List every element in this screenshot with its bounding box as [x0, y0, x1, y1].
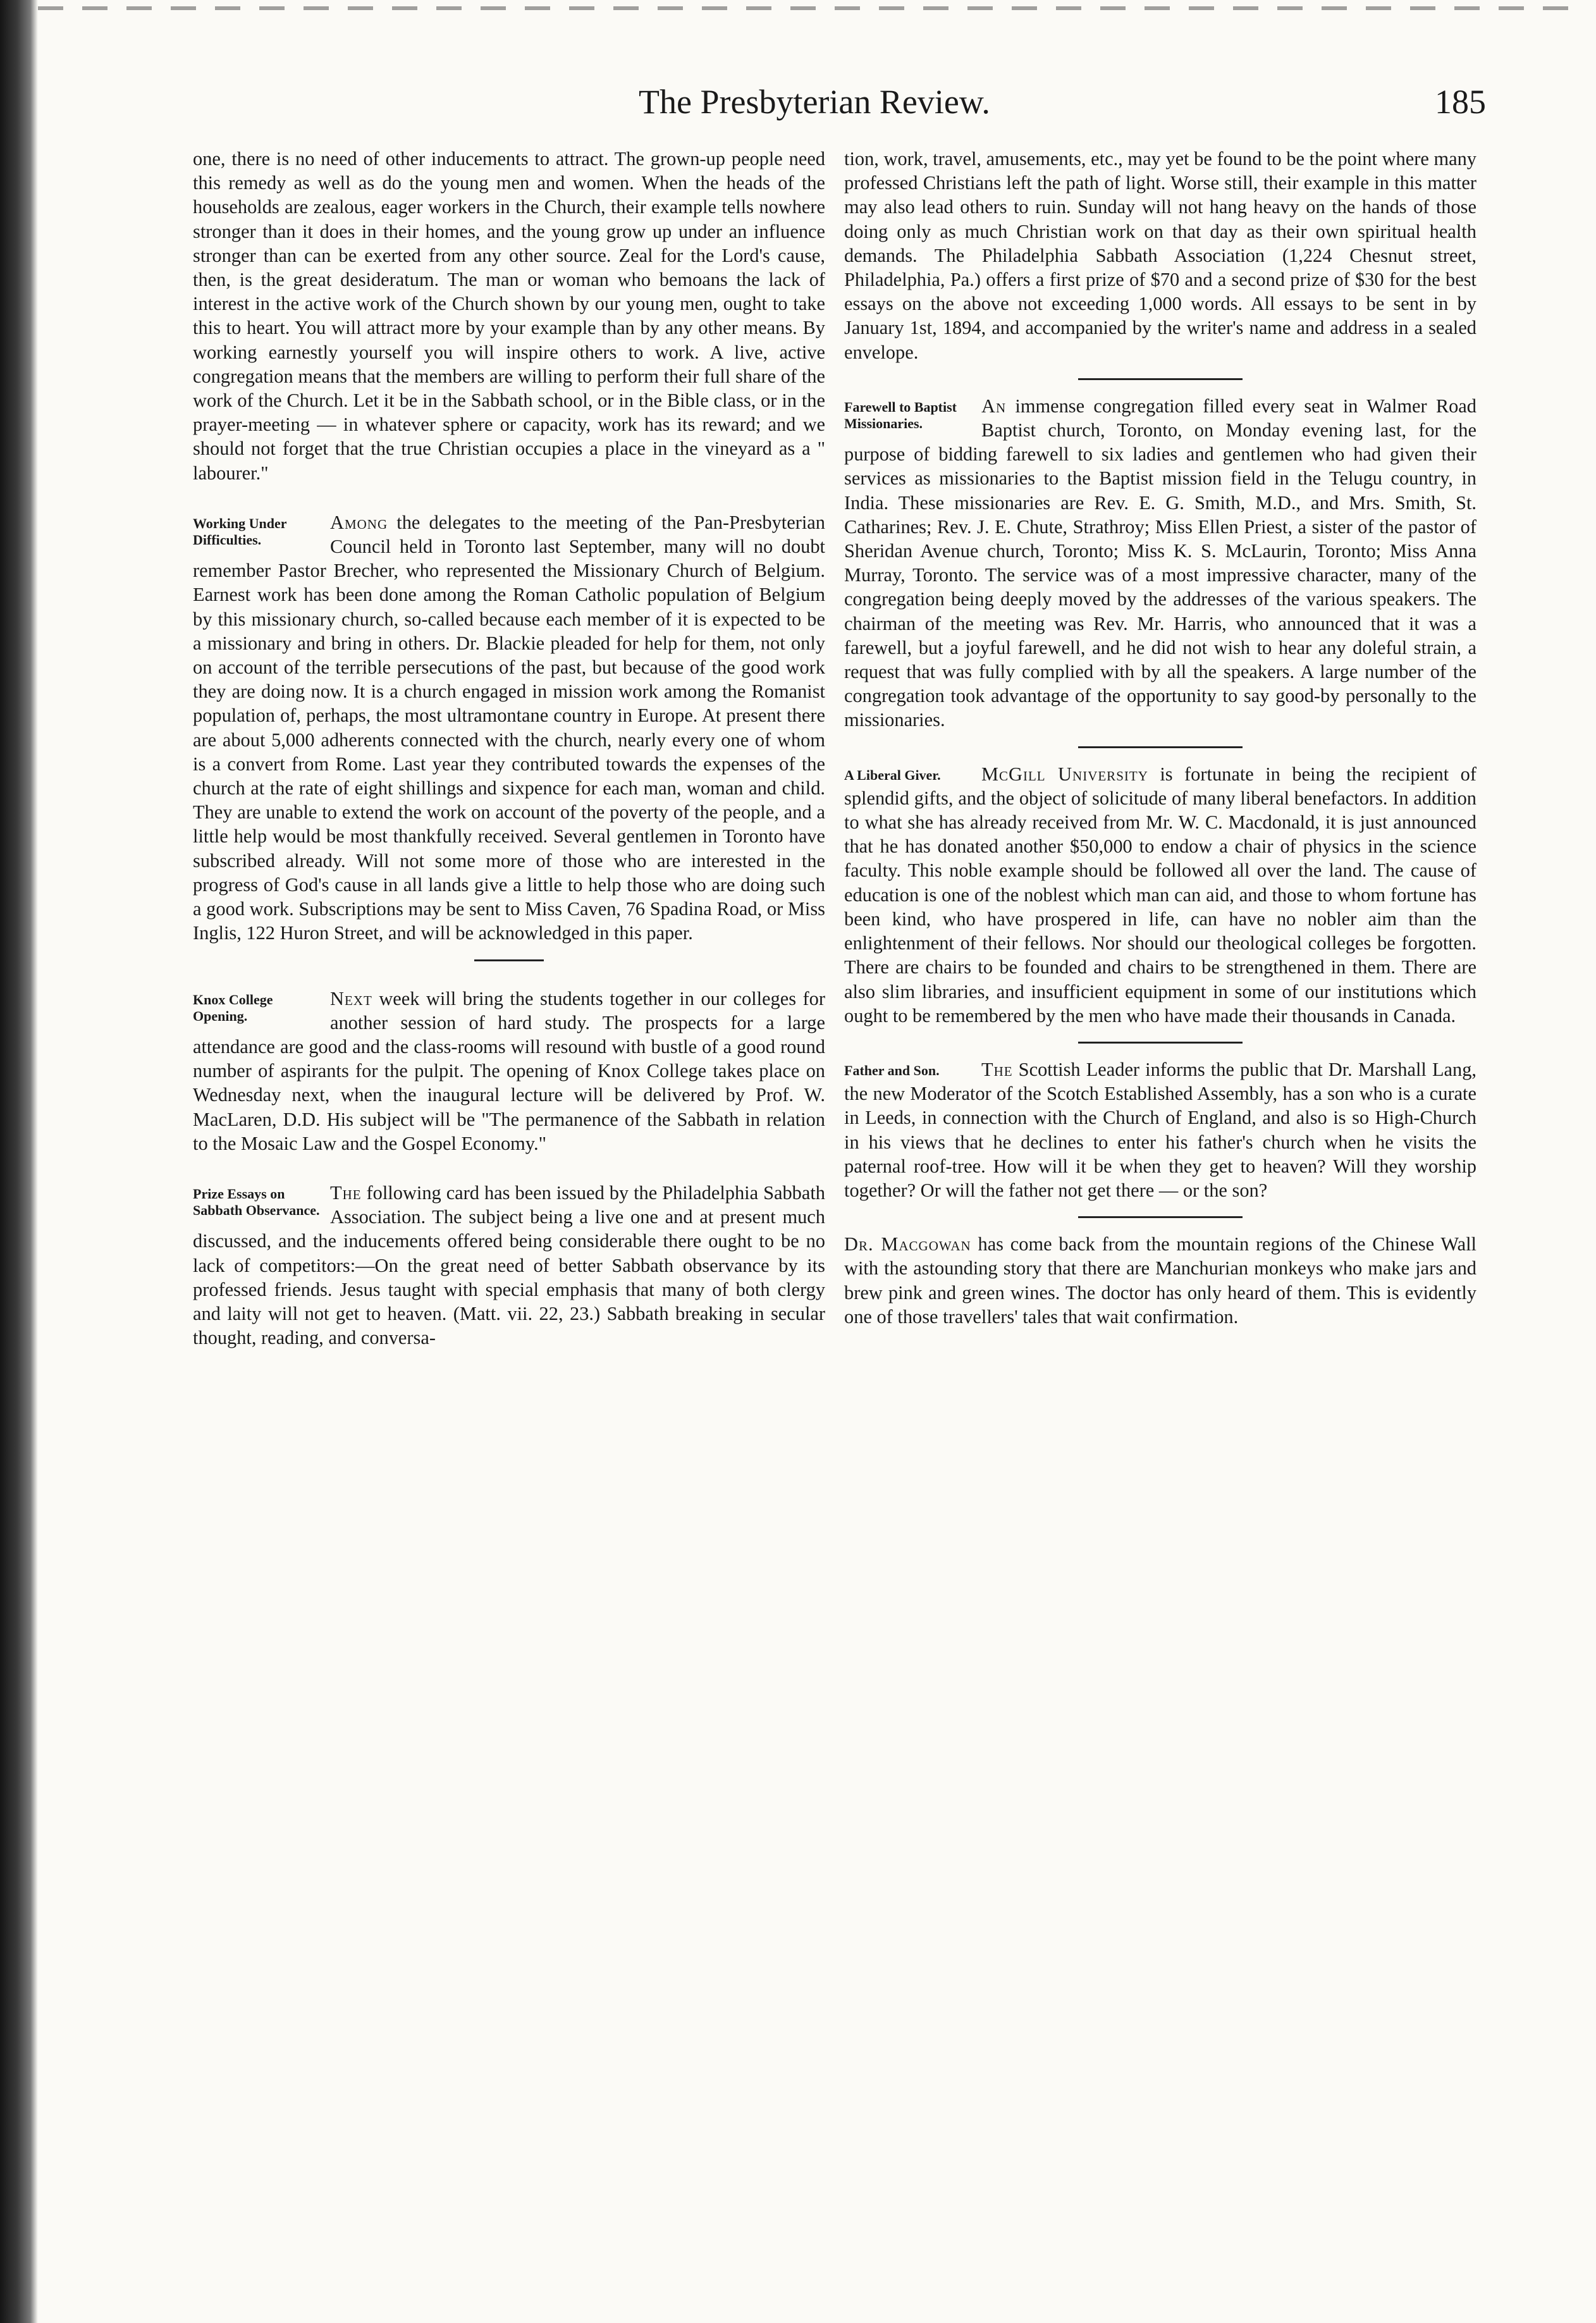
article-body — [193, 510, 825, 946]
lead-word: The — [981, 1058, 1013, 1080]
lead-word: Next — [330, 987, 372, 1009]
article-body — [844, 762, 1476, 1028]
article-text: has come back from the mountain regions of the Chinese Wall with the astounding story that there are Manchurian monkeys who make jars and brew pink and green wines. The doctor has only heard of them. This is evidently one of those travellers' tales that wait confirmation. — [844, 1233, 1476, 1328]
page-binding-edge — [0, 0, 38, 2323]
page-header — [639, 82, 1486, 133]
lead-word: An — [981, 395, 1007, 417]
article-farewell-missionaries — [844, 394, 1476, 732]
article-working-under-difficulties — [193, 510, 825, 946]
lead-word: The — [330, 1181, 362, 1204]
article-text: Scottish Leader informs the public that Dr. Marshall Lang, the new Moderator of the Scotch Established Assembly, has a son who is a curate in Leeds, in connection with the Church of England, and also is so High-Church in his views that he declines to enter his father's church when he visits the paternal roof-tree. How will it be when they get to heaven? Will they worship together? Or will the father not get there — or the son? — [844, 1058, 1476, 1201]
right-column — [844, 147, 1476, 2202]
lead-word: Among — [330, 511, 388, 533]
lead-word: Dr. Macgowan — [844, 1233, 971, 1255]
side-heading: Knox College Opening. — [193, 991, 273, 1024]
article-father-and-son — [844, 1057, 1476, 1202]
article-text: following card has been issued by the Philadelphia Sabbath Association. The subject being a live one and at present much discussed, and the inducements offered being considerable there ought to be no lack of competitors:—On the great need of better Sabbath observance by its professed friends. Jesus taught with special emphasis that many of both clergy and laity will not get to heaven. (Matt. vii. 22, 23.) Sabbath breaking in secular thought, reading, and conversa- — [193, 1181, 825, 1349]
top-rule — [38, 6, 1581, 10]
article-body — [844, 1232, 1476, 1329]
article-text: is fortunate in being the recipient of splendid gifts, and the object of solicitude of many liberal benefactors. In addition to what she has already received from Mr. W. C. Macdonald, it is just announced that he has donated another $50,000 to endow a chair of physics in the science faculty. This noble example should be followed all over the land. The cause of education is one of the noblest which man can aid, and those to whom fortune has been kind, who have prospered in life, can have no nobler aim than the enlightenment of their fellows. Nor should our theological colleges be forgotten. There are chairs to be founded and chairs to be strengthened in them. There are also slim libraries, and insufficient equipment in some of our institutions which ought to be remembered by the men who have made their thousands in Canada. — [844, 763, 1476, 1026]
article-body — [844, 394, 1476, 732]
article-dr-macgowan — [844, 1232, 1476, 1329]
section-divider — [1078, 1216, 1243, 1218]
continuation-paragraph: tion, work, travel, amusements, etc., may yet be found to be the point where many professed Christians left the path of light. Worse still, their example in this matter may also lead others to ruin. Sunday will not hang heavy on the hands of those doing only as much Christian work on that day as their own spiritual health demands. The Philadelphia Sabbath Association (1,224 Chesnut street, Philadelphia, Pa.) offers a first prize of $70 and a second prize of $30 for the best essays on the above not exceeding 1,000 words. All essays to be sent in by January 1st, 1894, and accompanied by the writer's name and address in a sealed envelope. — [844, 148, 1476, 363]
section-divider — [1078, 378, 1243, 380]
section-divider — [1078, 1042, 1243, 1044]
article-text: the delegates to the meeting of the Pan-Presbyterian Council held in Toronto last September, many will no doubt remember Pastor Brecher, who represented the Missionary Church of Belgium. Earnest work has been done among the Roman Catholic population of Belgium by this missionary church, so-called because each member of it is expected to be a missionary and bring in others. Dr. Blackie pleaded for help for them, not only on account of the terrible persecutions of the past, but because of the good work they are doing now. It is a church engaged in mission work among the Romanist population of, perhaps, the most ultramontane country in Europe. At present there are about 5,000 adherents connected with the church, nearly every one of whom is a convert from Rome. Last year they contributed towards the expenses of the church at the rate of eight shillings and sixpence for each man, woman and child. They are unable to extend the work on account of the poverty of the people, and a little help would be most thankfully received. Several gentlemen in Toronto have subscribed already. Will not some more of those who are interested in the progress of God's cause in all lands give a little to help those who are doing such a good work. Subscriptions may be sent to Miss Caven, 76 Spadina Road, or Miss Inglis, 122 Huron Street, and will be acknowledged in this paper. — [193, 511, 825, 944]
article-body — [844, 1057, 1476, 1202]
side-heading: Prize Essays on Sabbath Observance. — [193, 1185, 320, 1218]
intro-paragraph: one, there is no need of other inducements to attract. The grown-up people need this remedy as well as do the young men and women. When the heads of the households are zealous, eager workers in the Church, their example tells nowhere stronger than it does in their homes, and the young grow up under an influence stronger than can be exerted from any other source. Zeal for the Lord's cause, then, is the great desideratum. The man or woman who bemoans the lack of interest in the active work of the Church shown by our young men, ought to take this to heart. You will attract more by your example than by any other means. By working earnestly yourself you will inspire others to work. A live, active congregation means that the members are willing to perform their full share of the work of the Church. Let it be in the Sabbath school, or in the Bible class, or in the prayer-meeting — in whatever sphere or capacity, work has its reward; and we should not forget that the true Christian occupies a place in the vineyard as a " labourer." — [193, 148, 825, 484]
side-heading: Farewell to Baptist Missionaries. — [844, 398, 957, 431]
article-liberal-giver — [844, 762, 1476, 1028]
article-text: week will bring the students together in our colleges for another session of hard study. The prospects for a large attendance are good and the class-rooms will resound with bustle of a good round number of aspirants for the pulpit. The opening of Knox College takes place on Wednesday next, when the inaugural lecture will be delivered by Prof. W. MacLaren, D.D. His subject will be "The permanence of the Sabbath in relation to the Mosaic Law and the Gospel Economy." — [193, 987, 825, 1154]
page-number: 185 — [1435, 83, 1486, 121]
section-divider — [474, 959, 544, 961]
article-text: immense congregation filled every seat in Walmer Road Baptist church, Toronto, on Monday evening last, for the purpose of bidding farewell to six ladies and gentlemen who had given their services as missionaries to the Baptist mission field in the Telugu country, in India. These missionaries are Rev. E. G. Smith, M.D., and Mrs. Smith, St. Catharines; Rev. J. E. Chute, Strathroy; Miss Ellen Priest, a sister of the pastor of Sheridan Avenue church, Toronto; Miss K. S. McLaurin, Toronto; Miss Anna Murray, Toronto. The service was of a most impressive character, many of the congregation being deeply moved by the addresses of the various speakers. The chairman of the meeting was Rev. Mr. Harris, who announced that it was a farewell, but a joyful farewell, and he did not wish to hear any doleful strain, a request that was fully complied with by all the speakers. A large number of the congregation took advantage of the opportunity to say good-by personally to the missionaries. — [844, 395, 1476, 731]
article-knox-college-opening — [193, 987, 825, 1155]
side-heading: Working Under Difficulties. — [193, 515, 287, 548]
section-divider — [1078, 746, 1243, 748]
side-heading: A Liberal Giver. — [844, 767, 941, 783]
journal-title: The Presbyterian Review. — [639, 83, 990, 121]
article-prize-essays — [193, 1181, 825, 1350]
side-heading: Father and Son. — [844, 1062, 940, 1078]
lead-word: McGill University — [981, 763, 1148, 785]
left-column — [193, 147, 825, 2171]
